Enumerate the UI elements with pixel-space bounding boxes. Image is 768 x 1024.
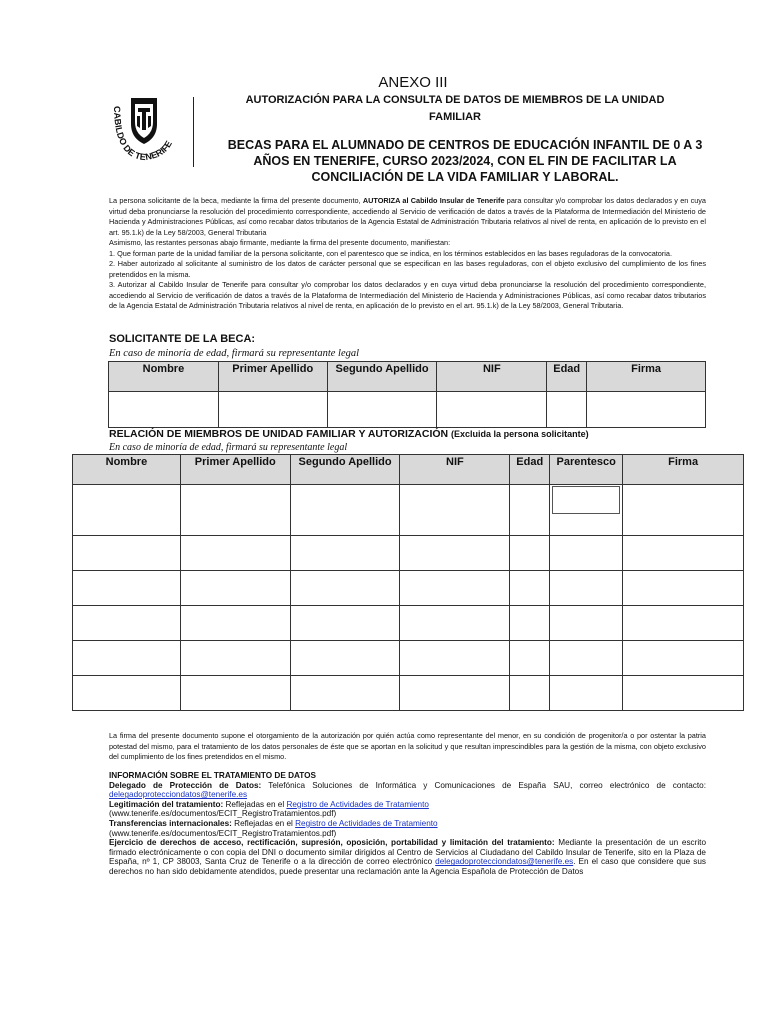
segundo-apellido-cell[interactable] [290, 571, 400, 606]
transfers-text: Reflejadas en el [231, 818, 296, 828]
primer-apellido-cell[interactable] [180, 571, 290, 606]
intro-paragraph-1 [109, 196, 706, 238]
intro-paragraph-3: 1. Que forman parte de la unidad familiar de la persona solicitante, con el parentesco que se indica, en los términos establecidos en las bases reguladoras de la convocatoria. [109, 248, 673, 258]
nif-cell[interactable] [400, 641, 510, 676]
registro-link[interactable]: Registro de Actividades de Tratamiento [286, 799, 429, 809]
parentesco-input[interactable] [552, 486, 620, 514]
rights-email-link[interactable]: delegadoprotecciondatos@tenerife.es [435, 857, 574, 867]
edad-cell[interactable] [510, 485, 550, 536]
registro-link[interactable]: Registro de Actividades de Tratamiento [295, 818, 438, 828]
segundo-apellido-cell[interactable] [327, 392, 437, 428]
primer-apellido-cell[interactable] [180, 641, 290, 676]
table-row [109, 392, 706, 428]
column-header: Edad [547, 362, 587, 392]
segundo-apellido-cell[interactable] [290, 536, 400, 571]
segundo-apellido-cell[interactable] [290, 606, 400, 641]
dpo-text: Telefónica Soluciones de Informática y Comunicaciones de España SAU, correo electrónico de contacto: [261, 780, 706, 790]
column-header: Nombre [73, 455, 181, 485]
segundo-apellido-cell[interactable] [290, 641, 400, 676]
column-header: Segundo Apellido [290, 455, 400, 485]
table-row [73, 641, 744, 676]
firma-cell[interactable] [623, 606, 744, 641]
column-header: Parentesco [550, 455, 623, 485]
parentesco-cell[interactable] [550, 485, 623, 536]
column-header: Firma [587, 362, 706, 392]
svg-text:CABILDO DE TENERIFE: CABILDO DE TENERIFE [111, 105, 174, 163]
family-members-heading-note: (Excluida la persona solicitante) [451, 429, 589, 439]
intro-p1-end: para consultar y/o comprobar los datos declarados y en cuya virtud deba pronunciarse la resolución del procedimiento correspondiente, accediendo al Servicio de verificación de datos a través de la Plataforma de Intermediación del Ministerio de Hacienda y Administraciones Públicas, así como recabar datos tributarios de la Agencia Estatal de Administración Tributaria relativos al nivel de renta, en aplicación de lo previsto en el art. 95.1.k) de la Ley 58/2003, General Tributaria [109, 196, 706, 237]
table-row [73, 606, 744, 641]
annex-title: ANEXO III [378, 74, 448, 91]
intro-p1-bold: AUTORIZA al Cabildo Insular de Tenerife [362, 196, 505, 205]
column-header: Primer Apellido [180, 455, 290, 485]
family-members-heading [109, 428, 589, 440]
authorization-title: AUTORIZACIÓN PARA LA CONSULTA DE DATOS DE MIEMBROS DE LA UNIDAD FAMILIAR [245, 94, 665, 123]
column-header: NIF [437, 362, 547, 392]
parentesco-cell[interactable] [550, 641, 623, 676]
intro-paragraph-2: Asimismo, las restantes personas abajo firmante, mediante la firma del presente documento, manifiestan: [109, 238, 451, 247]
nombre-cell[interactable] [73, 676, 181, 711]
family-members-subheading: En caso de minoría de edad, firmará su representante legal [109, 442, 348, 453]
parentesco-cell[interactable] [550, 571, 623, 606]
nif-cell[interactable] [400, 606, 510, 641]
signature-note: La firma del presente documento supone el otorgamiento de la autorización por quién actúa como representante del menor, en su condición de progenitor/a o por ostentar la patria potestad del mismo, para el tratamiento de los datos personales de éste que se aportan en la solicitud y que resultan imprescindibles para la gestión de la misma, con objeto exclusivo del cumplimiento de los fines pretendidos en el mismo. [109, 731, 706, 761]
parentesco-cell[interactable] [550, 606, 623, 641]
intro-paragraph-5: 3. Autorizar al Cabildo Insular de Tenerife para consultar y/o comprobar los datos declarados y en cuya virtud deba pronunciarse la resolución del procedimiento correspondiente, accediendo al Servicio de verificación de datos a través de la Plataforma de Intermediación del Ministerio de Hacienda y Administraciones Públicas, así como recabar datos tributarios de la Agencia Estatal de Administración Tributaria relativos al nivel de renta, en aplicación de lo previsto en el art. 95.1.k) de la Ley 58/2003, General Tributaria. [109, 280, 706, 310]
primer-apellido-cell[interactable] [180, 536, 290, 571]
registro-url: (www.tenerife.es/documentos/ECIT_RegistroTratamientos.pdf) [109, 809, 337, 819]
intro-p1-start: La persona solicitante de la beca, mediante la firma del presente documento, [109, 196, 363, 205]
transfers-label: Transferencias internacionales: [109, 818, 232, 828]
applicant-subheading: En caso de minoría de edad, firmará su representante legal [109, 348, 360, 359]
nombre-cell[interactable] [73, 571, 181, 606]
table-header-row [73, 455, 744, 485]
segundo-apellido-cell[interactable] [290, 485, 400, 536]
segundo-apellido-cell[interactable] [290, 676, 400, 711]
header-divider [193, 97, 194, 167]
column-header: NIF [400, 455, 510, 485]
firma-cell[interactable] [623, 536, 744, 571]
column-header: Edad [510, 455, 550, 485]
cabildo-logo [104, 96, 196, 166]
table-header-row [109, 362, 706, 392]
primer-apellido-cell[interactable] [180, 676, 290, 711]
nif-cell[interactable] [400, 571, 510, 606]
nombre-cell[interactable] [73, 641, 181, 676]
primer-apellido-cell[interactable] [218, 392, 327, 428]
nombre-cell[interactable] [109, 392, 219, 428]
column-header: Primer Apellido [218, 362, 327, 392]
nif-cell[interactable] [400, 676, 510, 711]
registro-url: (www.tenerife.es/documentos/ECIT_RegistroTratamientos.pdf) [109, 828, 337, 838]
nombre-cell[interactable] [73, 536, 181, 571]
column-header: Firma [623, 455, 744, 485]
rights-text: Mediante la presentación de un escrito firmado electrónicamente o con copia del DNI o documento similar dirigidos al Centro de Servicios al Ciudadano del Cabildo Insular de Tenerife, sito en la Plaza de España, nº 1, CP 38003, Santa Cruz de Tenerife o a la dirección de correo electrónico [109, 838, 707, 867]
firma-cell[interactable] [623, 676, 744, 711]
column-header: Nombre [109, 362, 219, 392]
edad-cell[interactable] [510, 641, 550, 676]
data-protection-info [109, 771, 706, 877]
primer-apellido-cell[interactable] [180, 606, 290, 641]
dpo-email-link[interactable]: delegadoprotecciondatos@tenerife.es [109, 790, 248, 800]
edad-cell[interactable] [510, 536, 550, 571]
nombre-cell[interactable] [73, 606, 181, 641]
dpo-label: Delegado de Protección de Datos: [109, 780, 262, 790]
applicant-heading: SOLICITANTE DE LA BECA: [109, 333, 256, 345]
edad-cell[interactable] [510, 571, 550, 606]
table-row [73, 536, 744, 571]
firma-cell[interactable] [623, 571, 744, 606]
rights-label: Ejercicio de derechos de acceso, rectificación, supresión, oposición, portabilidad y limitación del tratamiento: [109, 838, 555, 848]
table-row [73, 676, 744, 711]
table-row [73, 485, 744, 536]
nif-cell[interactable] [437, 392, 547, 428]
firma-cell[interactable] [587, 392, 706, 428]
rights-text-end: . En el caso que considere que sus derechos no han sido debidamente atendidos, puede presentar una reclamación ante la Agencia Española de Protección de Datos [109, 857, 706, 876]
becas-title: BECAS PARA EL ALUMNADO DE CENTROS DE EDUCACIÓN INFANTIL DE 0 A 3 AÑOS EN TENERIFE, CURSO 2023/2024, CON EL FIN DE FACILITAR LA CONCILIACIÓN DE LA VIDA FAMILIAR Y LABORAL. [227, 138, 703, 184]
applicant-table [108, 361, 706, 428]
table-row [73, 571, 744, 606]
nif-cell[interactable] [400, 485, 510, 536]
info-title: INFORMACIÓN SOBRE EL TRATAMIENTO DE DATOS [109, 771, 316, 780]
intro-text [109, 196, 706, 312]
parentesco-cell[interactable] [550, 536, 623, 571]
primer-apellido-cell[interactable] [180, 485, 290, 536]
edad-cell[interactable] [510, 606, 550, 641]
column-header: Segundo Apellido [327, 362, 437, 392]
edad-cell[interactable] [510, 676, 550, 711]
family-members-table [72, 454, 744, 711]
firma-cell[interactable] [623, 641, 744, 676]
legitimation-text: Reflejadas en el [223, 799, 287, 809]
nombre-cell[interactable] [73, 485, 181, 536]
family-members-heading-text: RELACIÓN DE MIEMBROS DE UNIDAD FAMILIAR Y AUTORIZACIÓN [109, 428, 449, 440]
intro-paragraph-4: 2. Haber autorizado al solicitante al suministro de los datos de carácter personal que se especifican en las bases reguladoras, con el objeto exclusivo del cumplimiento de los fines pretendidos en la misma. [109, 259, 706, 279]
edad-cell[interactable] [547, 392, 587, 428]
firma-cell[interactable] [623, 485, 744, 536]
nif-cell[interactable] [400, 536, 510, 571]
parentesco-cell[interactable] [550, 676, 623, 711]
legitimation-label: Legitimación del tratamiento: [109, 799, 224, 809]
